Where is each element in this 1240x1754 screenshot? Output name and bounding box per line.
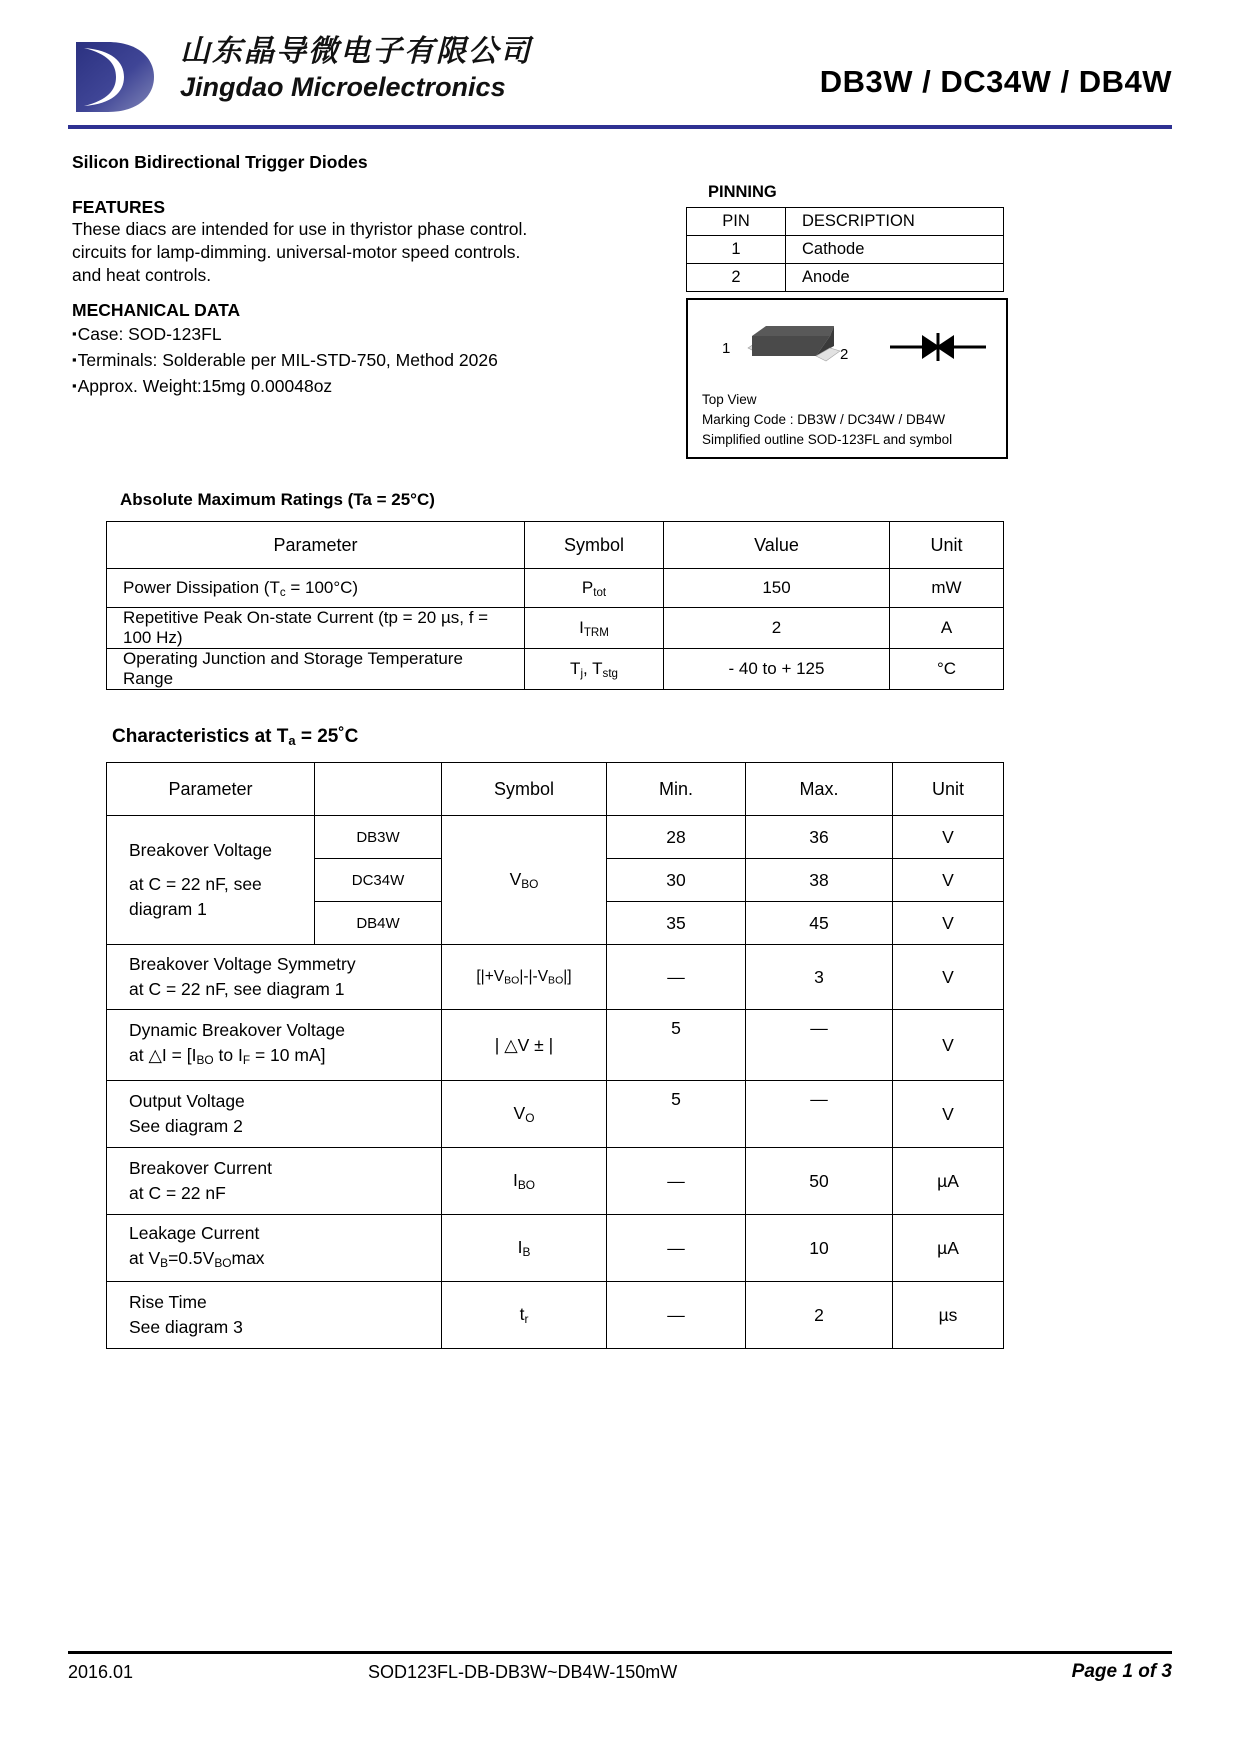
char-min: 28: [607, 816, 746, 859]
char-min: —: [607, 1148, 746, 1215]
features-line: circuits for lamp-dimming. universal-motor speed controls.: [72, 242, 521, 262]
part-number-title: DB3W / DC34W / DB4W: [819, 64, 1172, 99]
char-unit: V: [893, 859, 1004, 902]
rating-value: 150: [664, 569, 890, 608]
char-parameter: [107, 1010, 442, 1081]
page-header: [68, 32, 1172, 124]
table-row: [107, 945, 1004, 1010]
char-parameter-line: at C = 22 nF: [129, 1183, 226, 1203]
pin-number: 2: [687, 264, 786, 292]
char-parameter-line: at △I = [$I_{BO}$ to $I_F = 10$ mA]: [129, 1044, 326, 1067]
char-max: 36: [746, 816, 893, 859]
char-min: 5: [607, 1081, 746, 1148]
table-header-row: [107, 763, 1004, 816]
column-header-parameter: Parameter: [107, 522, 525, 569]
char-parameter-line: Breakover Voltage: [129, 840, 273, 860]
table-row: [107, 1215, 1004, 1282]
char-max: 2: [746, 1282, 893, 1349]
char-max: 50: [746, 1148, 893, 1215]
footer-page-number: Page 1 of 3: [1071, 1661, 1172, 1682]
column-header-max: Max.: [746, 763, 893, 816]
rating-parameter: Repetitive Peak On-state Current (tp = 20 µs, f = 100 Hz): [107, 608, 525, 649]
char-parameter-line: at C = 22 nF, see diagram 1: [129, 979, 345, 999]
package-3d-drawing-icon: [738, 318, 849, 380]
char-symbol: | △V ± |: [442, 1010, 607, 1081]
char-parameter-line: Leakage Current: [129, 1222, 260, 1243]
char-parameter: [107, 1081, 442, 1148]
rating-unit: °C: [890, 649, 1004, 690]
char-min: 30: [607, 859, 746, 902]
char-unit: µs: [893, 1282, 1004, 1349]
rating-symbol: $I_{TRM}$: [525, 608, 664, 649]
char-min: 5: [607, 1010, 746, 1081]
mechanical-item: ▪ Approx. Weight:15mg 0.00048oz: [72, 373, 692, 399]
char-unit: V: [893, 1081, 1004, 1148]
footer-document-code: SOD123FL-DB-DB3W~DB4W-150mW: [368, 1662, 678, 1682]
char-parameter-line: Output Voltage: [129, 1091, 245, 1111]
char-parameter: [107, 1215, 442, 1282]
column-header-parameter: Parameter: [107, 763, 315, 816]
features-heading: FEATURES: [72, 197, 166, 217]
column-header-type: [315, 763, 442, 816]
pinning-table: [686, 207, 1004, 292]
characteristics-table: [106, 762, 1004, 1349]
column-header-value: Value: [664, 522, 890, 569]
mechanical-data-heading: MECHANICAL DATA: [72, 300, 241, 320]
absolute-maximum-ratings-table: [106, 521, 1004, 690]
char-parameter: [107, 1148, 442, 1215]
package-caption-line: Top View: [702, 392, 757, 407]
header-divider: [68, 125, 1172, 129]
char-parameter-line: Dynamic Breakover Voltage: [129, 1019, 345, 1040]
package-pin1-label: 1: [722, 340, 731, 357]
char-parameter: [107, 1282, 442, 1349]
package-caption-line: Simplified outline SOD-123FL and symbol: [702, 432, 953, 447]
pinning-header-description: DESCRIPTION: [786, 208, 1004, 236]
char-type: DC34W: [315, 859, 442, 902]
char-max: 45: [746, 902, 893, 945]
characteristics-title: Characteristics at $T_a$ = 25˚C: [112, 726, 359, 749]
char-unit: V: [893, 902, 1004, 945]
rating-value: - 40 to + 125: [664, 649, 890, 690]
package-pin2-label: 2: [840, 346, 849, 363]
pin-description: Anode: [786, 264, 1004, 292]
table-row: [687, 236, 1004, 264]
char-min: —: [607, 1282, 746, 1349]
char-min: 35: [607, 902, 746, 945]
pinning-header-pin: PIN: [687, 208, 786, 236]
char-parameter-line: at $V_B=0.5V_{BO}\max$: [129, 1247, 265, 1270]
table-row: [687, 264, 1004, 292]
column-header-unit: Unit: [890, 522, 1004, 569]
char-parameter: [107, 945, 442, 1010]
char-type: DB4W: [315, 902, 442, 945]
column-header-unit: Unit: [893, 763, 1004, 816]
char-unit: V: [893, 816, 1004, 859]
char-parameter-line: Breakover Current: [129, 1158, 272, 1178]
page-subtitle: Silicon Bidirectional Trigger Diodes: [72, 152, 368, 172]
rating-unit: A: [890, 608, 1004, 649]
footer-divider: [68, 1651, 1172, 1654]
char-symbol: $I_B$: [442, 1215, 607, 1282]
char-max: 3: [746, 945, 893, 1010]
char-min: —: [607, 945, 746, 1010]
char-unit: µA: [893, 1215, 1004, 1282]
table-row: [107, 1148, 1004, 1215]
column-header-min: Min.: [607, 763, 746, 816]
char-symbol: $[|+V_{BO}|-|-V_{BO}|]$: [442, 945, 607, 1010]
table-row: [107, 1081, 1004, 1148]
table-row: [107, 1282, 1004, 1349]
features-line: and heat controls.: [72, 265, 212, 285]
char-max: —: [746, 1081, 893, 1148]
char-parameter-line: See diagram 3: [129, 1317, 243, 1337]
footer-date: 2016.01: [68, 1662, 134, 1682]
diac-symbol-icon: [888, 332, 988, 362]
char-parameter-line: Rise Time: [129, 1292, 207, 1312]
char-unit: µA: [893, 1148, 1004, 1215]
char-parameter-line: at C = 22 nF, see diagram 1: [129, 874, 262, 919]
mechanical-data-section: [72, 300, 692, 399]
char-symbol: $V_{BO}$: [442, 816, 607, 945]
company-name-en: Jingdao Microelectronics: [180, 72, 506, 102]
rating-unit: mW: [890, 569, 1004, 608]
char-parameter-line: Breakover Voltage Symmetry: [129, 954, 356, 974]
rating-symbol: $T_j$, $T_{stg}$: [525, 649, 664, 690]
features-section: [72, 197, 672, 287]
char-max: —: [746, 1010, 893, 1081]
page-footer: [68, 1662, 1172, 1696]
table-row: [107, 816, 1004, 859]
mechanical-item: ▪ Case: SOD-123FL: [72, 321, 692, 347]
rating-symbol: $P_{tot}$: [525, 569, 664, 608]
char-parameter: [107, 816, 315, 945]
char-min: —: [607, 1215, 746, 1282]
pin-description: Cathode: [786, 236, 1004, 264]
column-header-symbol: Symbol: [442, 763, 607, 816]
company-name-cn: 山东晶导微电子有限公司: [180, 34, 532, 69]
company-logo-icon: [68, 38, 160, 116]
mechanical-item: ▪ Terminals: Solderable per MIL-STD-750, Method 2026: [72, 347, 692, 373]
char-unit: V: [893, 1010, 1004, 1081]
rating-value: 2: [664, 608, 890, 649]
char-type: DB3W: [315, 816, 442, 859]
char-symbol: $t_r$: [442, 1282, 607, 1349]
char-symbol: $I_{BO}$: [442, 1148, 607, 1215]
table-row: [107, 1010, 1004, 1081]
package-caption-line: Marking Code : DB3W / DC34W / DB4W: [702, 412, 946, 427]
table-row: [107, 569, 1004, 608]
table-header-row: [107, 522, 1004, 569]
char-max: 10: [746, 1215, 893, 1282]
abs-max-title: Absolute Maximum Ratings (Ta = 25°C): [120, 490, 435, 509]
company-name: [180, 32, 532, 104]
pin-number: 1: [687, 236, 786, 264]
table-row: [107, 608, 1004, 649]
table-row: [107, 649, 1004, 690]
package-outline-box: [686, 298, 1008, 459]
char-unit: V: [893, 945, 1004, 1010]
char-max: 38: [746, 859, 893, 902]
column-header-symbol: Symbol: [525, 522, 664, 569]
char-symbol: $V_O$: [442, 1081, 607, 1148]
rating-parameter: Power Dissipation $(T_c = 100^\circ C)$: [107, 569, 525, 608]
char-parameter-line: See diagram 2: [129, 1116, 243, 1136]
rating-parameter: Operating Junction and Storage Temperature Range: [107, 649, 525, 690]
pinning-label: PINNING: [708, 183, 777, 201]
table-header-row: [687, 208, 1004, 236]
features-line: These diacs are intended for use in thyristor phase control.: [72, 219, 528, 239]
